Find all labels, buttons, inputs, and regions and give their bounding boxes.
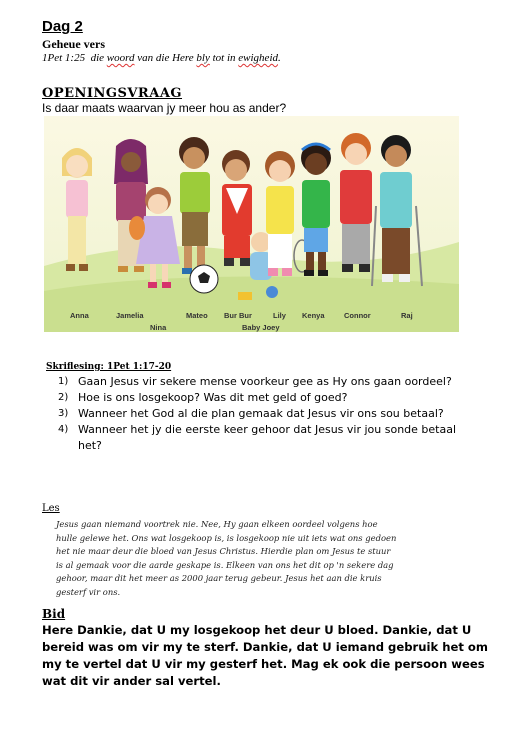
memory-verse	[42, 52, 281, 64]
memory-verse-word: bly	[196, 52, 210, 64]
memory-verse-word: woord	[106, 52, 135, 64]
question-text: Hoe is ons losgekoop? Was dit met geld of goed?	[78, 391, 348, 404]
lesson-line: is al gemaak voor die aarde geskape is. Elkeen van ons het dit op 'n sekere dag	[56, 559, 394, 570]
ball-soccer	[190, 265, 218, 293]
day-title: Dag 2	[42, 18, 83, 35]
question-number: 2)	[58, 392, 69, 403]
kid-burbur	[222, 150, 252, 266]
prayer-heading: Bid	[42, 607, 66, 621]
memory-verse-word: ewigheid	[238, 52, 278, 64]
prayer-line: wat dit vir ander sal vertel.	[42, 674, 221, 688]
question-text: Gaan Jesus vir sekere mense voorkeur gee as Hy ons gaan oordeel?	[78, 375, 452, 388]
memory-verse-heading: Geheue vers	[42, 37, 105, 51]
prayer-text	[42, 622, 488, 690]
lesson-line: Jesus gaan niemand voortrek nie. Nee, Hy gaan elkeen oordeel volgens hoe	[56, 519, 378, 529]
children-illustration	[44, 116, 459, 332]
kid-name-label: Lily	[273, 311, 286, 320]
lesson-line: gehoor, maar dit het meer as 2000 jaar terug gebeur. Jesus het aan die kruis	[56, 573, 382, 584]
question-number: 1)	[58, 376, 69, 387]
kid-name-label: Raj	[401, 311, 413, 320]
question-number: 4)	[58, 424, 69, 435]
kid-name-label: Anna	[70, 311, 89, 320]
question-item	[58, 374, 458, 390]
memory-verse-text-b: van die Here	[134, 52, 197, 64]
opening-question-heading: OPENINGSVRAAG	[42, 86, 183, 101]
kid-name-label: Connor	[344, 311, 371, 320]
memory-verse-ref: 1Pet 1:25	[42, 52, 86, 64]
question-text: Wanneer het jy die eerste keer gehoor dat Jesus vir jou sonde betaal het?	[78, 423, 457, 452]
kid-name-label: Baby Joey	[242, 323, 280, 332]
memory-verse-text-a: die	[90, 52, 107, 64]
prayer-line: my te vertel dat U vir my gesterf het. Mag ek ook die persoon wees	[42, 657, 485, 671]
memory-verse-text-c: tot in	[209, 52, 239, 64]
memory-verse-text-d: .	[278, 52, 281, 64]
question-list	[58, 374, 458, 454]
kid-name-label: Kenya	[302, 311, 325, 320]
lesson-line: gesterf vir ons.	[56, 586, 121, 597]
opening-question: Is daar maats waarvan jy meer hou as ander?	[42, 101, 287, 115]
kid-name-label: Mateo	[186, 311, 208, 320]
scripture-reading-heading: Skriflesing: 1Pet 1:17-20	[46, 362, 172, 372]
lesson-line: het nie maar deur die bloed van Jesus Christus. Hierdie plan om Jesus te stuur	[56, 546, 391, 557]
prayer-line: Here Dankie, dat U my losgekoop het deur U bloed. Dankie, dat U	[42, 623, 472, 637]
lesson-heading: Les	[42, 503, 60, 514]
lesson-line: hulle gelewe het. Ons wat losgekoop is, is losgekoop nie uit iets wat ons gedoen	[56, 532, 397, 543]
prayer-line: bereid was om vir my te sterf. Dankie, dat U iemand gebruik het om	[42, 640, 488, 654]
kid-name-label: Bur Bur	[224, 311, 252, 320]
kid-name-label: Jamelia	[116, 311, 144, 320]
children-illustration-art	[44, 116, 459, 332]
question-number: 3)	[58, 408, 69, 419]
question-text: Wanneer het God al die plan gemaak dat Jesus vir ons sou betaal?	[78, 407, 444, 420]
question-item	[58, 406, 458, 422]
question-item	[58, 422, 458, 453]
lesson-body	[56, 518, 456, 600]
kid-connor	[340, 133, 372, 272]
kid-name-label: Nina	[150, 323, 167, 332]
question-item	[58, 390, 458, 406]
